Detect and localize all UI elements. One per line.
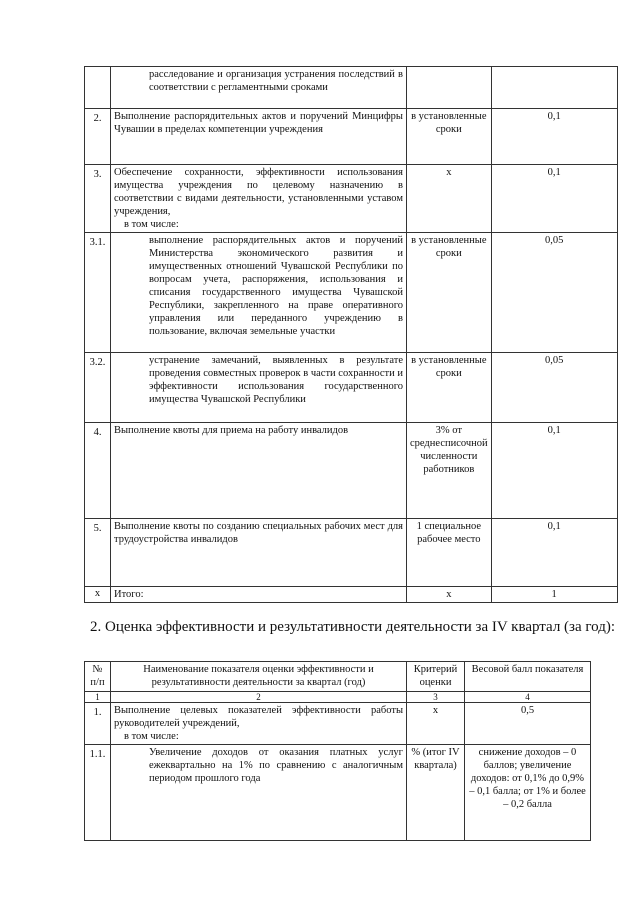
indicator-name: Выполнение квоты для приема на работу инвалидов [111, 423, 407, 519]
indicator-name [111, 165, 407, 233]
header-criterion: Критерий оценки [407, 662, 465, 692]
weight-score: 0,05 [491, 353, 617, 423]
indicator-name: Выполнение распорядительных актов и поручений Минцифры Чувашии в пределах компетенции учреждения [111, 109, 407, 165]
criterion [407, 67, 492, 109]
table-header-row [85, 662, 591, 692]
weight-score: 0,5 [465, 703, 591, 745]
indicator-name-text: Выполнение целевых показателей эффективности работы руководителей учреждений, [114, 705, 403, 729]
indicator-sub-text: в том числе: [124, 219, 179, 230]
indicator-name [111, 703, 407, 745]
header-name: Наименование показателя оценки эффективности и результативности деятельности за квартал (год) [111, 662, 407, 692]
weight-score: 0,1 [491, 165, 617, 233]
weight-score: снижение доходов – 0 баллов; увеличение доходов: от 0,1% до 0,9% – 0,1 балла; от 1% и более – 0,2 балла [465, 745, 591, 841]
section-heading: 2. Оценка эффективности и результативности деятельности за IV квартал (за год): [90, 619, 616, 635]
weight-score: 0,1 [491, 109, 617, 165]
row-number: 3. [85, 165, 111, 233]
criterion: х [407, 587, 492, 603]
criterion: х [407, 165, 492, 233]
indicator-name: устранение замечаний, выявленных в результате проведения совместных проверок в части сохранности и эффективности использования государственного имущества Чувашской Республики [111, 353, 407, 423]
weight-score: 1 [491, 587, 617, 603]
row-number: 5. [85, 519, 111, 587]
table-row [85, 703, 591, 745]
criterion: 3% от среднесписочной численности работников [407, 423, 492, 519]
weight-score: 0,1 [491, 519, 617, 587]
weight-score: 0,1 [491, 423, 617, 519]
indicators-table-continued [84, 66, 618, 603]
row-number: 4. [85, 423, 111, 519]
row-number: 1. [85, 703, 111, 745]
criterion: % (итог IV квартала) [407, 745, 465, 841]
criterion: в установленные сроки [407, 109, 492, 165]
column-index: 2 [111, 692, 407, 703]
column-index-row [85, 692, 591, 703]
indicator-sub-text: в том числе: [124, 731, 179, 742]
criterion: 1 специальное рабочее место [407, 519, 492, 587]
indicator-name: расследование и организация устранения последствий в соответствии с регламентными сроками [111, 67, 407, 109]
column-index: 4 [465, 692, 591, 703]
table-total-row [85, 587, 618, 603]
indicator-name: Увеличение доходов от оказания платных услуг ежеквартально на 1% по сравнению с аналогичным периодом прошлого года [111, 745, 407, 841]
weight-score [491, 67, 617, 109]
header-num: № п/п [85, 662, 111, 692]
table-row [85, 423, 618, 519]
column-index: 1 [85, 692, 111, 703]
table-row [85, 109, 618, 165]
indicator-name-text: Обеспечение сохранности, эффективности использования имущества учреждения по целевому назначению в соответствии с видами деятельности, установленными уставом учреждения, [114, 167, 403, 217]
row-number: 2. [85, 109, 111, 165]
table-row [85, 165, 618, 233]
row-number: 1.1. [85, 745, 111, 841]
column-index: 3 [407, 692, 465, 703]
criterion: х [407, 703, 465, 745]
table-row [85, 519, 618, 587]
table-row [85, 67, 618, 109]
row-number: 3.1. [85, 233, 111, 353]
row-number [85, 67, 111, 109]
criterion: в установленные сроки [407, 353, 492, 423]
indicators-table-q4 [84, 661, 591, 841]
table-row [85, 745, 591, 841]
weight-score: 0,05 [491, 233, 617, 353]
table-row [85, 353, 618, 423]
row-number: 3.2. [85, 353, 111, 423]
indicator-name: Итого: [111, 587, 407, 603]
criterion: в установленные сроки [407, 233, 492, 353]
header-score: Весовой балл показателя [465, 662, 591, 692]
indicator-name: выполнение распорядительных актов и поручений Министерства экономического развития и имущественных отношений Чувашской Республики по вопросам учета, распоряжения, использования и списания государственного имущества Чувашской Республики, закрепленного на праве оперативного управления или переданного учреждению в пользование, включая земельные участки [111, 233, 407, 353]
table-row [85, 233, 618, 353]
row-number: х [85, 587, 111, 603]
indicator-name: Выполнение квоты по созданию специальных рабочих мест для трудоустройства инвалидов [111, 519, 407, 587]
